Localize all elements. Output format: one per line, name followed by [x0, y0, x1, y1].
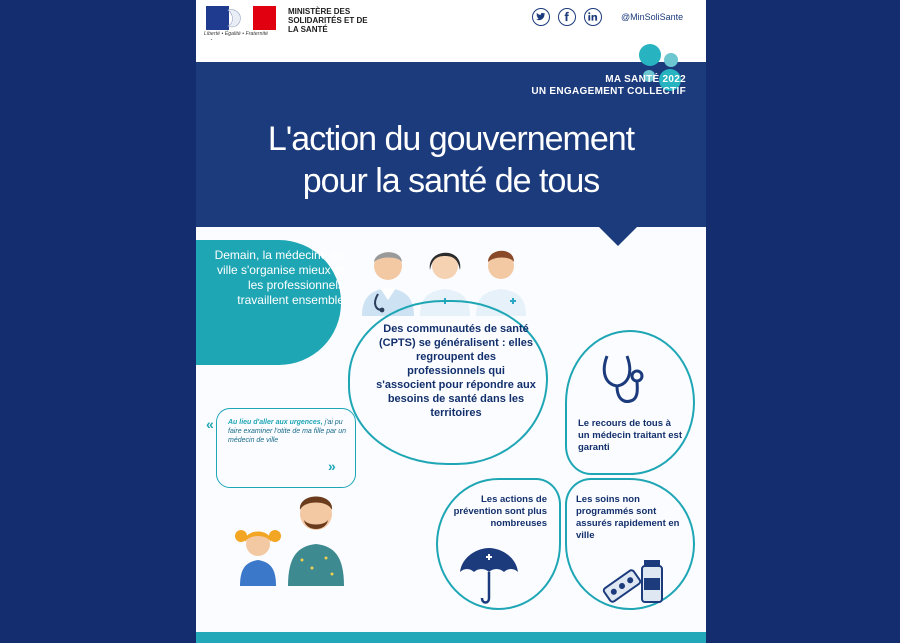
quote-open-icon: « — [206, 416, 214, 432]
title-notch — [598, 226, 638, 246]
quote-close-icon: » — [328, 458, 336, 474]
page-title — [196, 118, 706, 202]
facebook-icon — [561, 11, 572, 22]
stethoscope-icon — [599, 350, 647, 408]
quote-emphasis: Au lieu d'aller aux urgences, — [228, 419, 323, 426]
bottom-strip — [196, 632, 706, 643]
linkedin-icon — [587, 11, 598, 22]
twitter-icon — [535, 11, 546, 22]
tagline-line-1: MA SANTÉ 2022 — [605, 74, 686, 85]
infographic-poster — [196, 0, 706, 643]
campaign-tagline — [531, 74, 686, 98]
ministry-name: MINISTÈRE DES SOLIDARITÉS ET DE LA SANTÉ — [288, 7, 368, 34]
twitter-handle: @MinSoliSante — [621, 12, 684, 22]
patient-quote — [228, 418, 348, 445]
republic-motto: Liberté • Égalité • Fraternité — [204, 31, 269, 37]
title-line-2: pour la santé de tous — [302, 162, 600, 200]
facebook-link[interactable] — [558, 8, 576, 26]
quote-body: j'ai pu faire examiner l'otite de ma fille par un médecin de ville — [228, 419, 347, 444]
medecin-text: Le recours de tous à un médecin traitant est garanti — [578, 418, 682, 453]
intro-text: Demain, la médecine de ville s'organise mieux et les professionnels travaillent ensemble — [214, 248, 344, 307]
linkedin-link[interactable] — [584, 8, 602, 26]
tagline-line-2: UN ENGAGEMENT COLLECTIF — [531, 86, 686, 97]
marianne-logo-icon — [206, 6, 276, 30]
family-illustration-icon — [232, 486, 362, 586]
twitter-link[interactable] — [532, 8, 550, 26]
title-line-1: L'action du gouvernement — [267, 120, 635, 158]
cpts-text: Des communautés de santé (CPTS) se généralisent : elles regroupent des professionnels qui s'associent pour répondre aux besoins de santé dans les territoires — [376, 323, 536, 419]
prevention-text: Les actions de prévention sont plus nombreuses — [453, 494, 547, 529]
soins-text: Les soins non programmés sont assurés rapidement en ville — [576, 494, 680, 541]
medication-icon — [600, 556, 666, 606]
umbrella-icon — [458, 548, 520, 608]
